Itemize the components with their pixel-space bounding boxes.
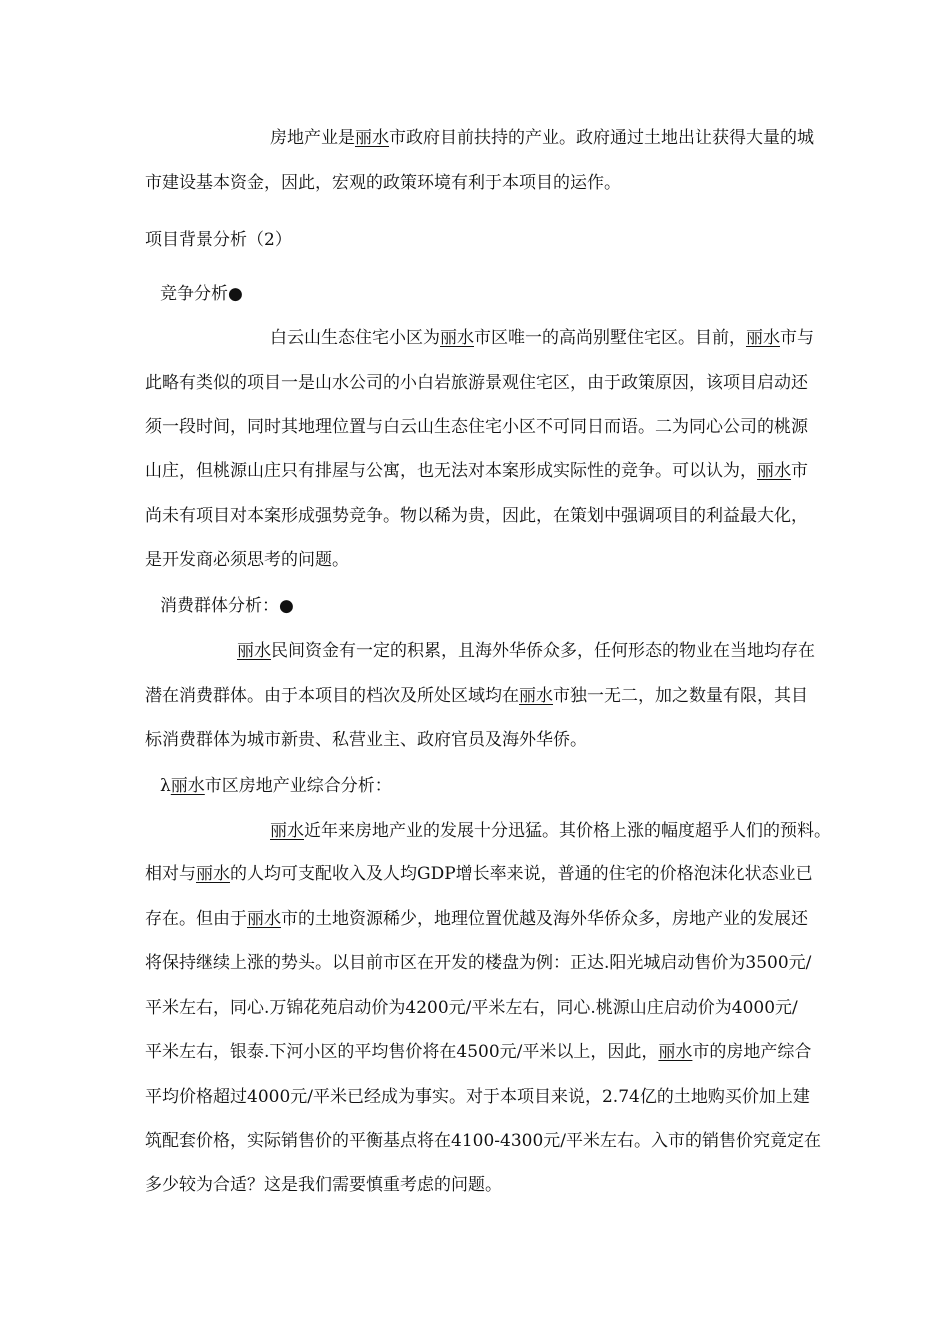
sec1-line-5: 尚未有项目对本案形成强势竞争。物以稀为贵，因此，在策划中强调项目的利益最大化， xyxy=(145,506,808,526)
keyword-lishui: 丽水 xyxy=(270,821,304,841)
text: 民间资金有一定的积累，且海外华侨众多，任何形态的物业在当地均存在 xyxy=(271,641,815,661)
keyword-lishui: 丽水 xyxy=(355,128,389,148)
p1-line-2: 市建设基本资金，因此，宏观的政策环境有利于本项目的运作。 xyxy=(145,173,621,193)
text: 市 xyxy=(791,461,808,481)
sec3-line-9: 多少较为合适？这是我们需要慎重考虑的问题。 xyxy=(145,1175,502,1195)
text: 市政府目前扶持的产业。政府通过土地出让获得大量的城 xyxy=(389,128,814,148)
sec3-line-4: 将保持继续上涨的势头。以目前市区在开发的楼盘为例：正达.阳光城启动售价为3500元/ xyxy=(145,953,812,973)
section-heading: 项目背景分析（2） xyxy=(145,230,292,250)
keyword-lishui: 丽水 xyxy=(170,776,205,796)
text: 相对与 xyxy=(145,864,196,884)
sec3-line-5: 平米左右，同心.万锦花苑启动价为4200元/平米左右，同心.桃源山庄启动价为4000元/ xyxy=(145,998,798,1018)
text: 房地产业是 xyxy=(270,128,355,148)
sec3-line-1 xyxy=(270,820,831,842)
bullet: λ xyxy=(160,776,171,796)
sec3-line-3 xyxy=(145,908,808,930)
keyword-lishui: 丽水 xyxy=(440,328,474,348)
keyword-lishui: 丽水 xyxy=(196,864,230,884)
sec1-line-2: 此略有类似的项目一是山水公司的小白岩旅游景观住宅区，由于政策原因，该项目启动还 xyxy=(145,373,808,393)
keyword-lishui: 丽水 xyxy=(746,328,780,348)
competition-title: 竞争分析● xyxy=(160,284,243,304)
text: 山庄，但桃源山庄只有排屋与公寓，也无法对本案形成实际性的竞争。可以认为， xyxy=(145,461,757,481)
sec3-line-6 xyxy=(145,1041,811,1063)
text: 的人均可支配收入及人均GDP增长率来说，普通的住宅的价格泡沫化状态业已 xyxy=(230,864,813,884)
market-title xyxy=(160,775,392,797)
text: 市独一无二，加之数量有限，其目 xyxy=(553,686,808,706)
text: 市的土地资源稀少，地理位置优越及海外华侨众多，房地产业的发展还 xyxy=(281,909,808,929)
sec1-line-3: 须一段时间，同时其地理位置与白云山生态住宅小区不可同日而语。二为同心公司的桃源 xyxy=(145,417,808,437)
p1-line-1 xyxy=(270,127,814,149)
keyword-lishui: 丽水 xyxy=(658,1042,693,1062)
sec3-line-2 xyxy=(145,863,813,885)
text: 市区唯一的高尚别墅住宅区。目前， xyxy=(474,328,746,348)
text: 潜在消费群体。由于本项目的档次及所处区域均在 xyxy=(145,686,519,706)
text: 近年来房地产业的发展十分迅猛。其价格上涨的幅度超乎人们的预料。 xyxy=(304,821,831,841)
sec1-line-1 xyxy=(270,327,814,349)
text: 市与 xyxy=(780,328,814,348)
sec2-line-2 xyxy=(145,685,808,707)
text: 白云山生态住宅小区为 xyxy=(270,328,440,348)
keyword-lishui: 丽水 xyxy=(519,686,553,706)
text: 市区房地产业综合分析： xyxy=(204,776,392,796)
text: 存在。但由于 xyxy=(145,909,247,929)
text: 市的房地产综合 xyxy=(692,1042,812,1062)
consumer-title: 消费群体分析：● xyxy=(160,596,294,616)
keyword-lishui: 丽水 xyxy=(237,641,271,661)
keyword-lishui: 丽水 xyxy=(757,461,791,481)
sec2-line-3: 标消费群体为城市新贵、私营业主、政府官员及海外华侨。 xyxy=(145,730,587,750)
sec2-line-1 xyxy=(237,640,815,662)
sec1-line-6: 是开发商必须思考的问题。 xyxy=(145,550,349,570)
keyword-lishui: 丽水 xyxy=(247,909,281,929)
sec3-line-8: 筑配套价格，实际销售价的平衡基点将在4100-4300元/平米左右。入市的销售价究竟定在 xyxy=(145,1131,821,1151)
sec1-line-4 xyxy=(145,460,808,482)
text: 平米左右，银泰.下河小区的平均售价将在4500元/平米以上，因此， xyxy=(145,1042,659,1062)
sec3-line-7: 平均价格超过4000元/平米已经成为事实。对于本项目来说，2.74亿的土地购买价加上建 xyxy=(145,1087,810,1107)
